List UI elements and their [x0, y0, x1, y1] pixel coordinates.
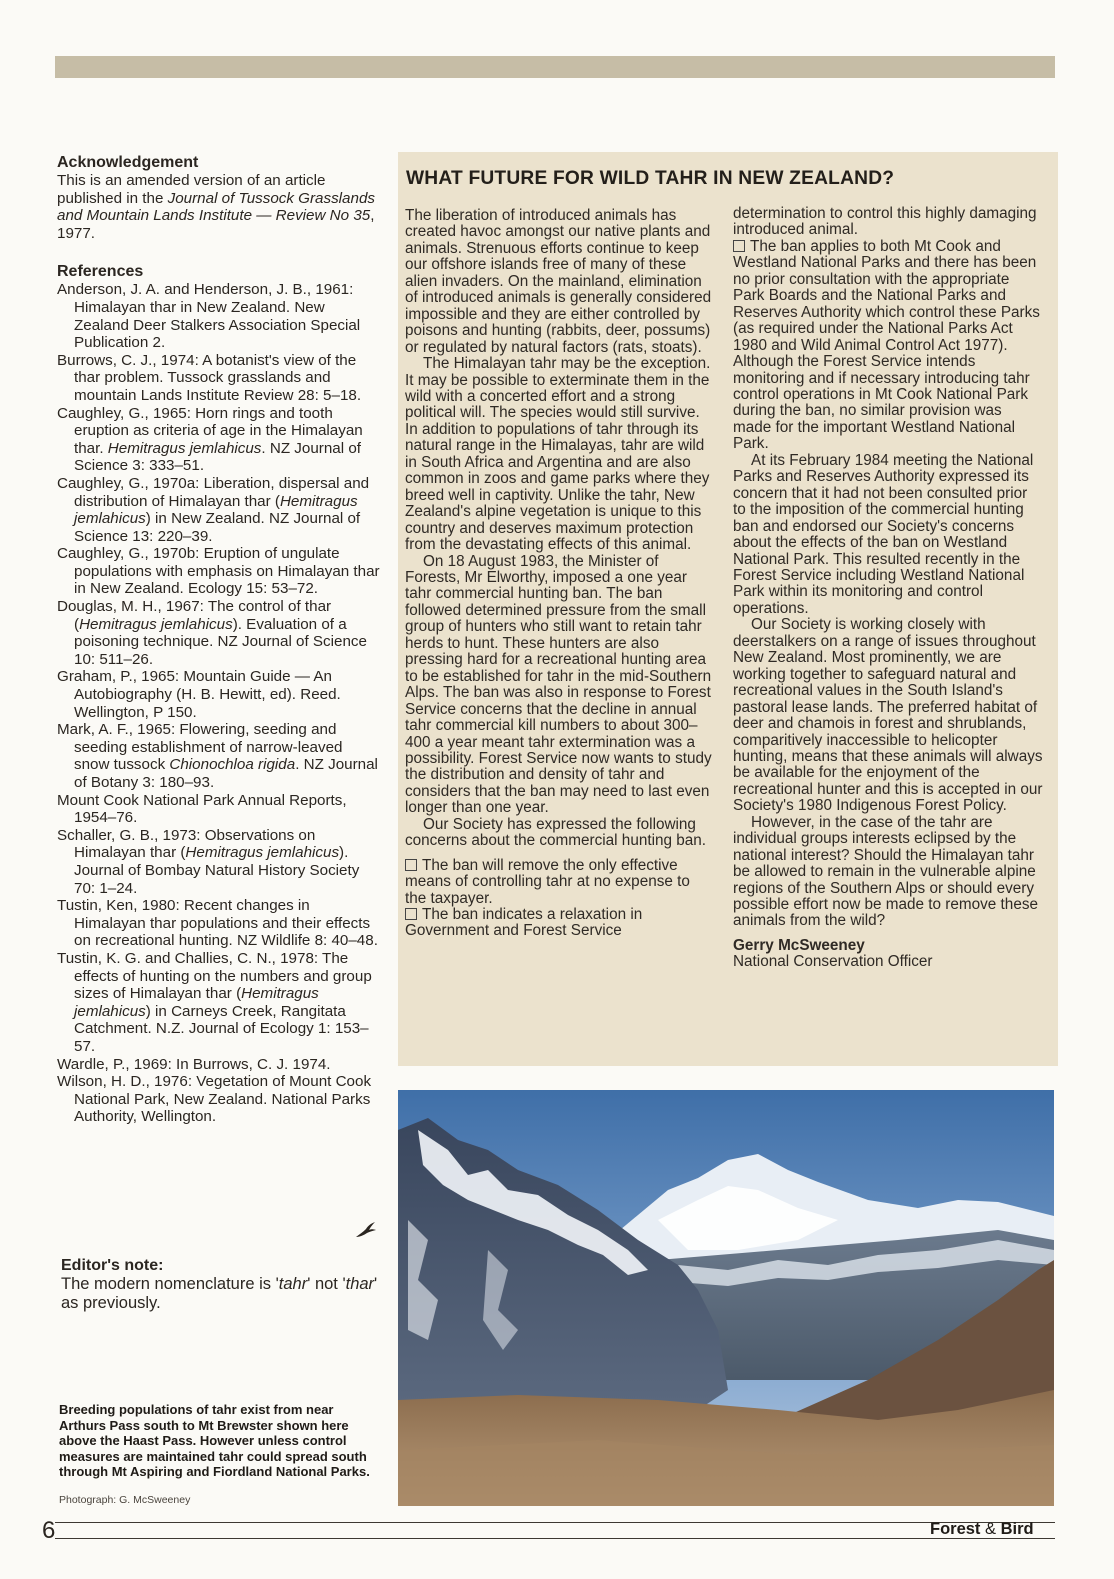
article-box	[398, 152, 1058, 1066]
reference-item: Mark, A. F., 1965: Flowering, seeding and seeding establishment of narrow-leaved snow tussock Chionochloa rigida. NZ Journal of Botany 3: 180–93.	[57, 721, 378, 791]
reference-item: Anderson, J. A. and Henderson, J. B., 1961: Himalayan thar in New Zealand. New Zealand Deer Stalkers Association Special Publication 2.	[57, 281, 361, 352]
editors-note-heading: Editor's note:	[61, 1257, 164, 1274]
left-column	[57, 153, 382, 1126]
author-title: National Conservation Officer	[733, 953, 933, 971]
reference-item: Douglas, M. H., 1967: The control of thar (Hemitragus jemlahicus). Evaluation of a poisoning technique. NZ Journal of Science 10: 511–26.	[57, 598, 367, 668]
photo-caption: Breeding populations of tahr exist from near Arthurs Pass south to Mt Brewster shown here above the Haast Pass. However unless control measures are maintained tahr could spread south through Mt Aspiring and Fiordland National Parks.	[59, 1402, 370, 1479]
article-title: WHAT FUTURE FOR WILD TAHR IN NEW ZEALAND?	[406, 168, 895, 189]
article-column-2	[733, 206, 1043, 971]
acknowledgement-text: This is an amended version of an article published in the Journal of Tussock Grasslands and Mountain Lands Institute — Review No 35, 1977.	[57, 172, 375, 242]
photo-credit: Photograph: G. McSweeney	[59, 1494, 191, 1506]
article-paragraph: The ban will remove the only effective means of controlling tahr at no expense to the taxpayer.	[405, 856, 690, 907]
reference-item: Tustin, Ken, 1980: Recent changes in Himalayan thar populations and their effects on recreational hunting. NZ Wildlife 8: 40–48.	[57, 897, 378, 950]
article-paragraph: Our Society is working closely with deerstalkers on a range of issues throughout New Zealand. Most prominently, we are working together to safeguard natural and recreational values in the South Island's pastoral lease lands. The preferred habitat of deer and chamois in forest and shrublands, comparitively inaccessible to helicopter hunting, means that these animals will always be available for the enjoyment of the recreational hunter and this is accepted in our Society's 1980 Indigenous Forest Policy.	[733, 616, 1043, 815]
reference-item: Mount Cook National Park Annual Reports, 1954–76.	[57, 791, 347, 827]
footer-rule-top	[55, 1522, 1055, 1523]
reference-item: Wardle, P., 1969: In Burrows, C. J. 1974.	[57, 1055, 331, 1073]
reference-item: Burrows, C. J., 1974: A botanist's view of the thar problem. Tussock grasslands and mountain Lands Institute Review 28: 5–18.	[57, 351, 362, 404]
reference-item: Caughley, G., 1970a: Liberation, dispersal and distribution of Himalayan thar (Hemitragus jemlahicus) in New Zealand. NZ Journal of Science 13: 220–39.	[57, 474, 370, 545]
article-paragraph: However, in the case of the tahr are individual groups interests eclipsed by the national interest? Should the Himalayan tahr be allowed to remain in the vulnerable alpine regions of the Southern Alps or should every possible effort now be made to remove these animals from the wild?	[733, 813, 1038, 930]
reference-item: Graham, P., 1965: Mountain Guide — An Autobiography (H. B. Hewitt, ed). Reed. Wellington, P 150.	[57, 668, 341, 721]
article-paragraph: On 18 August 1983, the Minister of Forests, Mr Elworthy, imposed a one year tahr commercial hunting ban. The ban followed determined pressure from the small group of hunters who still want to retain tahr herds to hunt. These hunters are also pressing hard for a recreational hunting area to be established for tahr in the mid-Southern Alps. The ban was also in response to Forest Service concerns that the decline in annual tahr commercial kill numbers to about 300–400 a year meant tahr extermination was a possibility. Forest Service now wants to study the distribution and density of tahr and considers that the ban may need to last even longer than one year.	[405, 552, 712, 817]
page-number: 6	[42, 1517, 56, 1544]
article-column-1	[405, 208, 715, 940]
mountain-photograph	[398, 1090, 1054, 1506]
article-paragraph: determination to control this highly damaging introduced animal.	[733, 205, 1037, 239]
reference-item: Caughley, G., 1965: Horn rings and tooth eruption as criteria of age in the Himalayan thar. Hemitragus jemlahicus. NZ Journal of Science 3: 333–51.	[57, 404, 363, 475]
magazine-name: Forest & Bird	[930, 1520, 1034, 1538]
references-heading: References	[57, 263, 144, 281]
article-paragraph: Our Society has expressed the following concerns about the commercial hunting ban.	[405, 815, 707, 850]
article-paragraph: The ban applies to both Mt Cook and Westland National Parks and there has been no prior consultation with the appropriate Park Boards and the National Parks and Reserves Authority which control these Parks (as required under the National Parks Act 1980 and Wild Animal Control Act 1977). Although the Forest Service intends monitoring and if necessary introducing tahr control operations in Mt Cook National Park during the ban, no similar provision was made for the important Westland National Park.	[733, 237, 1040, 453]
checkbox-bullet-icon	[733, 240, 745, 252]
checkbox-bullet-icon	[405, 859, 417, 871]
article-paragraph: At its February 1984 meeting the National Parks and Reserves Authority expressed its concern that it had not been consulted prior to the imposition of the commercial hunting ban and endorsed our Society's concerns about the effects of the ban on Westland National Park. This resulted recently in the Forest Service including Westland National Park within its monitoring and control operations.	[733, 451, 1034, 617]
checkbox-bullet-icon	[405, 908, 417, 920]
reference-item: Tustin, K. G. and Challies, C. N., 1978: The effects of hunting on the numbers and group sizes of Himalayan thar (Hemitragus jemlahicus) in Carneys Creek, Rangitata Catchment. N.Z. Journal of Ecology 1: 153–57.	[57, 949, 372, 1055]
reference-item: Caughley, G., 1970b: Eruption of ungulate populations with emphasis on Himalayan thar in New Zealand. Ecology 15: 53–72.	[57, 545, 380, 598]
editors-note-text: The modern nomenclature is 'tahr' not 'thar' as previously.	[61, 1275, 378, 1312]
reference-item: Schaller, G. B., 1973: Observations on Himalayan thar (Hemitragus jemlahicus). Journal of Bombay Natural History Society 70: 1–24.	[57, 826, 360, 897]
editors-note	[61, 1256, 386, 1313]
footer-rule-bottom	[55, 1538, 1055, 1539]
article-paragraph: The Himalayan tahr may be the exception. It may be possible to exterminate them in the wild with a concerted effort and a strong political will. The species would still survive. In addition to populations of tahr through its natural range in the Himalayas, tahr are wild in South Africa and Argentina and are also common in zoos and game parks where they breed well in captivity. Unlike the tahr, New Zealand's alpine vegetation is unique to this country and deserves maximum protection from the devastating effects of this animal.	[405, 355, 711, 554]
author-name: Gerry McSweeney	[733, 936, 865, 954]
article-paragraph: The ban indicates a relaxation in Government and Forest Service	[405, 906, 643, 940]
top-color-band	[55, 56, 1055, 78]
references-list	[57, 281, 382, 1126]
acknowledgement-heading: Acknowledgement	[57, 154, 199, 171]
article-paragraph: The liberation of introduced animals has created havoc amongst our native plants and animals. Strenuous efforts continue to keep our offshore islands free of many of these alien invaders. On the mainland, elimination of introduced animals is generally considered impossible and they are either controlled by poisons and hunting (rabbits, deer, possums) or regulated by natural factors (rats, stoats).	[405, 207, 712, 356]
bird-end-mark-icon	[354, 1220, 378, 1240]
reference-item: Wilson, H. D., 1976: Vegetation of Mount Cook National Park, New Zealand. National Parks Authority, Wellington.	[57, 1073, 372, 1126]
